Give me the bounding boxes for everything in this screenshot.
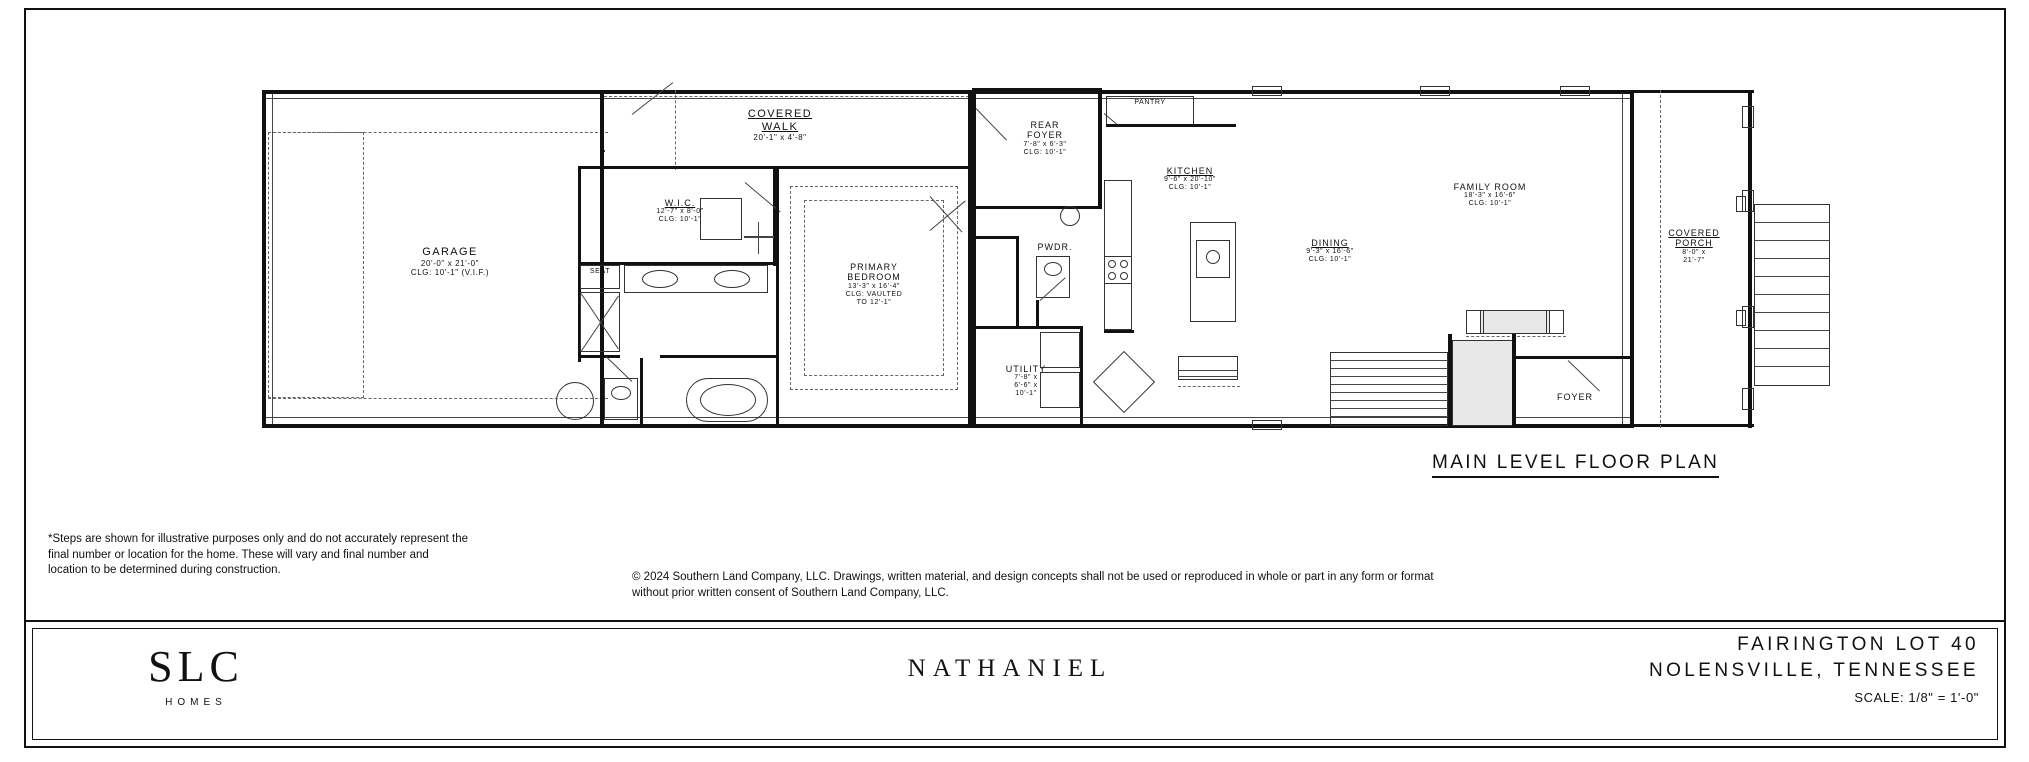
washer [1040,332,1080,368]
lot-label: FAIRINGTON LOT 40 [1737,634,1979,655]
garage-dash-top [268,132,608,133]
burner-4 [1120,272,1128,280]
rear-foyer-name-line2: FOYER [1026,130,1063,141]
utility-dim-3: 10'-1" [1015,390,1037,398]
staircase [1330,352,1448,426]
kitchen-counter-left [1104,180,1132,330]
stair-wall-right [1512,334,1516,428]
foyer-door-leaf [1568,360,1600,391]
pantry-wall-bottom [1106,124,1236,127]
window-top-3 [1560,86,1590,96]
foyer-wall-top [1516,356,1632,359]
burner-1 [1108,260,1116,268]
stair-tread-4 [1330,384,1448,385]
bath-wall-wc [578,355,620,358]
front-step-line-9 [1754,366,1830,367]
stair-tread-8 [1330,416,1448,417]
utility-name: UTILITY [1005,364,1047,374]
wic-clg: CLG: 10'-1" [658,216,702,224]
utility-dim-2: 6'-6" x [1014,382,1038,390]
porch-dim-2: 21'-7" [1683,256,1705,264]
stair-tread-6 [1330,400,1448,401]
wic-wall-top [578,166,776,169]
burner-2 [1120,260,1128,268]
wic-dim: 12'-7" x 8'-0" [656,208,704,216]
window-right-2 [1736,310,1746,326]
room-label-covered-porch [1636,228,1752,265]
fireplace-dash [1466,336,1566,337]
dryer [1040,372,1080,408]
plan-name: NATHANIEL [907,655,1113,682]
garage-name: GARAGE [422,246,478,258]
room-label-primary-bedroom [790,262,958,307]
stair-tread-7 [1330,408,1448,409]
rear-foyer-wall-top [972,88,1102,92]
garage-header-dash [675,90,676,170]
dining-name: DINING [1311,238,1349,248]
rear-foyer-dim: 7'-8" x 6'-3" [1023,140,1067,148]
garage-dim: 20'-0" x 21'-0" [420,258,480,268]
garage-slab-dash [268,132,364,398]
rear-foyer-name-line1: REAR [1030,120,1060,130]
bath-soaking-fixture [556,382,594,420]
room-label-kitchen [1120,166,1260,192]
front-steps [1754,204,1830,386]
plan-title: MAIN LEVEL FLOOR PLAN [1432,452,1719,478]
bath-sink-2 [714,270,750,288]
utility-diagonal-box [1093,351,1155,413]
bath-wall-divider [640,358,643,424]
slc-logo [96,642,296,708]
kitchen-dim: 9'-6" x 20'-10" [1163,176,1217,184]
utility-wall-right [1080,326,1083,424]
kitchen-wall-seg [1104,330,1134,333]
rear-foyer-fixture [1060,206,1080,226]
family-dim: 18'-3" x 16'-6" [1463,192,1517,200]
room-label-wic [600,198,760,224]
rear-foyer-wall-bottom [972,206,1102,209]
front-step-line-7 [1754,330,1830,331]
burner-3 [1108,272,1116,280]
utility-dim-1: 7'-8" x [1014,374,1038,382]
fireplace [1480,310,1550,334]
primary-name-line2: BEDROOM [847,272,901,283]
front-step-line-3 [1754,258,1830,259]
primary-wall-left [776,166,779,424]
room-label-seat [578,268,622,276]
exterior-wall-right [1630,90,1634,428]
window-top-2 [1420,86,1450,96]
rear-foyer-clg: CLG: 10'-1" [1023,148,1067,156]
stair-tread-3 [1330,376,1448,377]
pwdr-wall-top [976,236,1018,239]
covered-walk-name-line2: WALK [761,120,799,133]
wic-name: W.I.C. [664,198,696,208]
window-top-1 [1252,86,1282,96]
covered-walk-dim: 20'-1" x 4'-8" [753,133,807,143]
room-label-garage [360,246,540,277]
pwdr-wall-left-lower [1036,300,1039,326]
primary-clg-line1: CLG: VAULTED [845,290,903,298]
window-right-1 [1736,196,1746,212]
kitchen-dash [1178,386,1240,387]
front-step-line-2 [1754,240,1830,241]
porch-name-line1: COVERED [1668,228,1720,238]
copyright-note: © 2024 Southern Land Company, LLC. Drawings, written material, and design concepts shall not be used or reproduced in whole or part in any form or format without prior written consent of Southern Land Company, LLC. [632,571,1434,599]
dining-clg: CLG: 10'-1" [1308,256,1352,264]
slc-logo-subtext: HOMES [165,697,227,708]
stair-tread-2 [1330,368,1448,369]
exterior-wall-right-inner [1622,94,1623,424]
room-label-dining [1270,238,1390,264]
project-address-block [1649,634,1979,705]
room-label-covered-walk [680,108,880,142]
bath-sink-1 [642,270,678,288]
scale-label: SCALE: 1/8" = 1'-0" [1854,690,1979,705]
stair-landing-hatch [1452,340,1514,426]
city-label: NOLENSVILLE, TENNESSEE [1649,660,1979,681]
kitchen-cab-line-2 [1178,376,1238,377]
porch-wall-top [1634,90,1754,93]
porch-column-4 [1742,388,1754,410]
primary-clg-line2: TO 12'-1" [856,298,892,306]
front-step-line-1 [1754,222,1830,223]
front-step-line-8 [1754,348,1830,349]
stair-wall-left [1448,334,1452,428]
kitchen-name: KITCHEN [1166,166,1214,176]
front-step-line-6 [1754,312,1830,313]
room-label-pwdr [1020,242,1090,252]
kitchen-clg: CLG: 10'-1" [1168,184,1212,192]
primary-name-line1: PRIMARY [850,262,898,272]
fireplace-hearth-right [1546,310,1564,334]
family-clg: CLG: 10'-1" [1468,200,1512,208]
pwdr-name: PWDR. [1037,242,1073,252]
pantry-name: PANTRY [1134,99,1166,106]
front-step-line-5 [1754,294,1830,295]
bathtub-basin [700,384,756,416]
bath-wall-right-seg [660,355,778,358]
foyer-name: FOYER [1556,392,1593,402]
kitchen-cab-line-1 [1178,370,1238,371]
utility-wall-top [976,326,1082,329]
pwdr-toilet-bowl [1044,262,1062,276]
front-step-line-4 [1754,276,1830,277]
covered-walk-dash-top [604,96,974,97]
porch-dash-line [1660,90,1661,428]
dining-dim: 9'-3" x 16'-6" [1306,248,1354,256]
toilet-bowl [611,386,631,400]
kitchen-sink-bowl [1206,250,1220,264]
stair-tread-5 [1330,392,1448,393]
fireplace-hearth-left [1466,310,1484,334]
garage-clg: CLG: 10'-1" (V.I.F.) [410,267,490,277]
seat-name: SEAT [589,268,611,275]
family-name: FAMILY ROOM [1453,182,1527,192]
stair-tread-1 [1330,360,1448,361]
steps-note: *Steps are shown for illustrative purposes only and do not accurately represent the final number or location for the home. These will vary and final number and location to be determined during construction. [48,533,468,577]
exterior-wall-left [262,90,266,428]
porch-wall-bottom [1634,424,1754,427]
wic-door-jamb [758,222,759,254]
covered-walk-name-line1: COVERED [747,108,813,120]
room-label-family-room [1400,182,1580,208]
porch-name-line2: PORCH [1675,238,1713,249]
primary-dim: 13'-3" x 16'-4" [847,282,901,290]
room-label-pantry [1106,99,1194,107]
pwdr-wall-right [1016,236,1019,326]
room-label-foyer [1530,392,1620,402]
wic-shelf [744,236,774,238]
porch-dim-1: 8'-0" x [1682,248,1706,256]
porch-column-3 [1742,106,1754,128]
slc-logo-text: SLC [148,642,244,691]
exterior-wall-top-inner [262,98,1634,99]
garage-door-jamb [604,150,605,152]
window-bottom-1 [1252,420,1282,430]
